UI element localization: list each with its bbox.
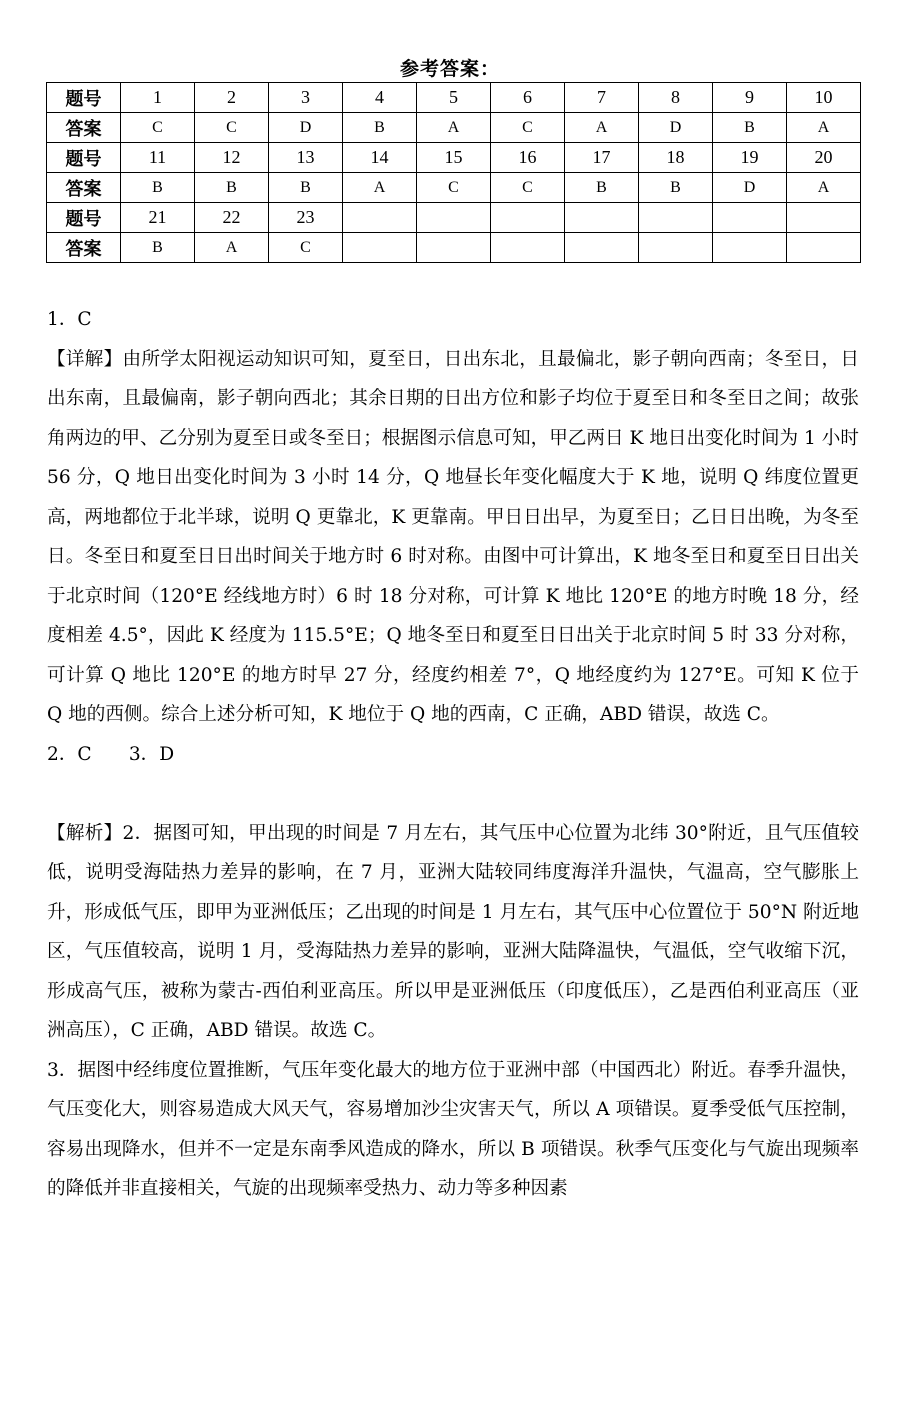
table-row [47,143,861,173]
question-number-cell: 10 [787,83,861,113]
answer-cell: D [639,113,713,143]
q1-heading: 1．C [47,309,92,330]
answer-cell [713,233,787,263]
answer-cell: C [269,233,343,263]
question-number-cell: 23 [269,203,343,233]
answer-table [46,82,861,263]
answer-cell: B [121,173,195,203]
answer-cell: A [565,113,639,143]
question-number-cell: 22 [195,203,269,233]
question-number-cell: 7 [565,83,639,113]
question-number-cell: 3 [269,83,343,113]
question-number-cell: 13 [269,143,343,173]
answer-cell: C [121,113,195,143]
question-number-cell [565,203,639,233]
question-number-cell: 8 [639,83,713,113]
answer-cell [343,233,417,263]
question-number-cell: 5 [417,83,491,113]
q2-q3-heading: 2．C 3．D [47,743,175,765]
question-number-cell [713,203,787,233]
row-label-answer: 答案 [47,113,121,143]
answer-cell: D [269,113,343,143]
question-number-cell: 12 [195,143,269,173]
answer-cell: B [639,173,713,203]
answer-cell: B [713,113,787,143]
row-label-answer: 答案 [47,233,121,263]
table-row [47,113,861,143]
answer-cell [787,233,861,263]
question-number-cell [787,203,861,233]
answer-cell: C [491,173,565,203]
question-number-cell: 1 [121,83,195,113]
row-label-question-number: 题号 [47,143,121,173]
question-number-cell: 11 [121,143,195,173]
page-title: 参考答案： [399,58,500,80]
answer-cell: A [787,113,861,143]
q2-analysis: 【解析】2．据图可知，甲出现的时间是 7 月左右，其气压中心位置为北纬 30°附近，且气压值较低，说明受海陆热力差异的影响，在 7 月，亚洲大陆较同纬度海洋升温快，气温高，空气膨胀上升，形成低气压，即甲为亚洲低压；乙出现的时间是 1 月左右，其气压中心位置位于 50°N 附近地区，气压值较高，说明 1 月，受海陆热力差异的影响，亚洲大陆降温快，气温低，空气收缩下沉，形成高气压，被称为蒙古-西伯利亚高压。所以甲是亚洲低压（印度低压），乙是西伯利亚高压（亚洲高压），C 正确，ABD 错误。故选 C。 [47,822,859,1041]
answer-cell: A [195,233,269,263]
question-number-cell: 14 [343,143,417,173]
answer-cell [417,233,491,263]
answer-cell [565,233,639,263]
table-row [47,173,861,203]
answer-cell: C [195,113,269,143]
answer-cell: B [195,173,269,203]
table-row [47,83,861,113]
answer-cell [491,233,565,263]
question-number-cell: 19 [713,143,787,173]
question-number-cell: 4 [343,83,417,113]
question-number-cell: 20 [787,143,861,173]
answer-cell: D [713,173,787,203]
question-number-cell [343,203,417,233]
answer-cell: B [269,173,343,203]
question-number-cell: 17 [565,143,639,173]
question-number-cell [491,203,565,233]
answer-cell: A [417,113,491,143]
spacer [47,774,859,814]
row-label-question-number: 题号 [47,83,121,113]
question-number-cell: 2 [195,83,269,113]
question-number-cell: 9 [713,83,787,113]
answer-cell: C [491,113,565,143]
answer-cell: A [343,173,417,203]
table-row [47,233,861,263]
answer-cell: C [417,173,491,203]
answer-cell: B [121,233,195,263]
table-row [47,203,861,233]
answer-cell: B [565,173,639,203]
answer-cell: A [787,173,861,203]
q3-analysis: 3．据图中经纬度位置推断，气压年变化最大的地方位于亚洲中部（中国西北）附近。春季升温快，气压变化大，则容易造成大风天气，容易增加沙尘灾害天气，所以 A 项错误。夏季受低气压控制，容易出现降水，但并不一定是东南季风造成的降水，所以 B 项错误。秋季气压变化与气旋出现频率的降低并非直接相关，气旋的出现频率受热力、动力等多种因素 [47,1059,859,1199]
question-number-cell: 21 [121,203,195,233]
row-label-answer: 答案 [47,173,121,203]
explanation-content [47,300,859,1209]
q1-detail: 【详解】由所学太阳视运动知识可知，夏至日，日出东北，且最偏北，影子朝向西南；冬至日，日出东南，且最偏南，影子朝向西北；其余日期的日出方位和影子均位于夏至日和冬至日之间；故张角两边的甲、乙分别为夏至日或冬至日；根据图示信息可知，甲乙两日 K 地日出变化时间为 1 小时 56 分，Q 地日出变化时间为 3 小时 14 分，Q 地昼长年变化幅度大于 K 地，说明 Q 纬度位置更高，两地都位于北半球，说明 Q 更靠北，K 更靠南。甲日日出早，为夏至日；乙日日出晚，为冬至日。冬至日和夏至日日出时间关于地方时 6 时对称。由图中可计算出，K 地冬至日和夏至日日出关于北京时间（120°E 经线地方时）6 时 18 分对称，可计算 K 地比 120°E 的地方时晚 18 分，经度相差 4.5°，因此 K 经度为 115.5°E；Q 地冬至日和夏至日日出关于北京时间 5 时 33 分对称，可计算 Q 地比 120°E 的地方时早 27 分，经度约相差 7°，Q 地经度约为 127°E。可知 K 位于 Q 地的西侧。综合上述分析可知，K 地位于 Q 地的西南，C 正确，ABD 错误，故选 C。 [47,348,859,725]
answer-table-body [47,83,861,263]
answer-cell [639,233,713,263]
question-number-cell: 15 [417,143,491,173]
question-number-cell [417,203,491,233]
question-number-cell: 16 [491,143,565,173]
question-number-cell: 6 [491,83,565,113]
question-number-cell [639,203,713,233]
answer-cell: B [343,113,417,143]
question-number-cell: 18 [639,143,713,173]
row-label-question-number: 题号 [47,203,121,233]
